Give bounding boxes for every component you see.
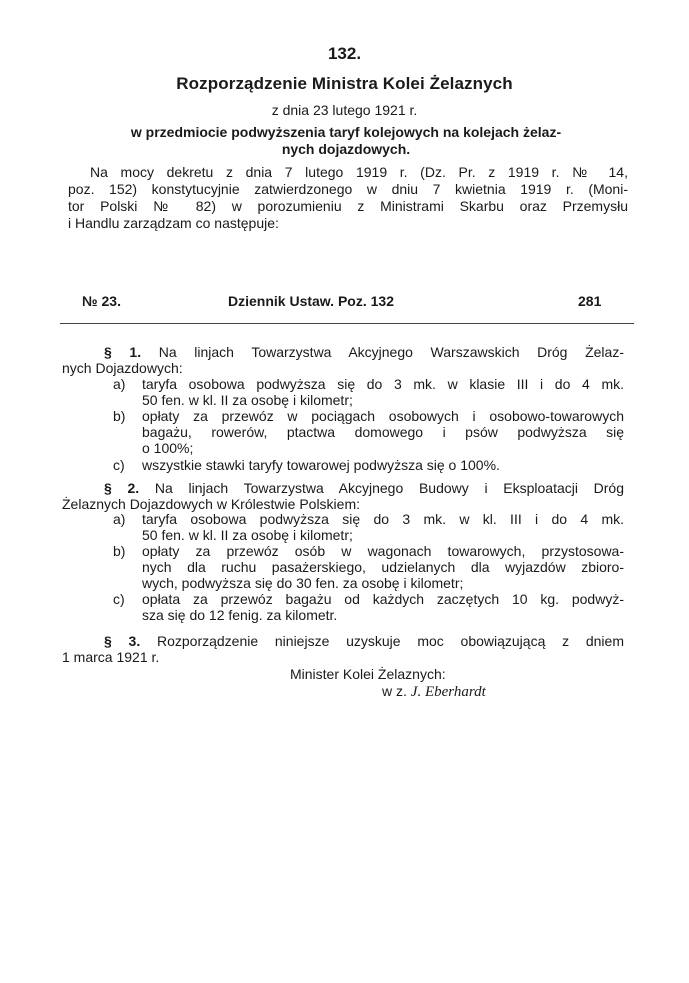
section-2-item-c-line-1: opłata za przewóz bagażu od każdych zaczętych 10 kg. podwyż- <box>142 591 624 607</box>
section-1-mark: § 1. <box>104 344 142 360</box>
signature-name: J. Eberhardt <box>410 684 486 700</box>
section-1-item-c-line-1: wszystkie stawki taryfy towarowej podwyższa się o 100%. <box>142 457 500 473</box>
header-divider <box>60 323 634 324</box>
signature-line <box>382 683 486 701</box>
section-1-item-b-line-3: o 100%; <box>142 440 194 456</box>
document-date: z dnia 23 lutego 1921 r. <box>271 102 418 118</box>
section-2-item-a-letter: a) <box>113 511 126 527</box>
section-2-item-c-letter: c) <box>113 591 125 607</box>
preamble-line-3: tor Polski № 82) w porozumieniu z Ministrami Skarbu oraz Przemysłu <box>68 198 628 214</box>
preamble-line-2: poz. 152) konstytucyjnie zatwierdzonego w dniu 7 kwietnia 1919 r. (Moni- <box>68 181 628 197</box>
section-2-item-c-line-2: sza się do 12 fenig. za kilometr. <box>142 607 338 623</box>
section-1-item-a-letter: a) <box>113 376 126 392</box>
section-3-text: Rozporządzenie niniejsze uzyskuje moc obowiązującą z dniem <box>156 633 624 649</box>
journal-page-number: 281 <box>578 293 602 309</box>
section-1-item-c-letter: c) <box>113 457 125 473</box>
section-1-item-a-line-1: taryfa osobowa podwyższa się do 3 mk. w klasie III i do 4 mk. <box>142 376 624 392</box>
section-2-item-b-letter: b) <box>113 543 126 559</box>
section-1-item-b-line-2: bagażu, rowerów, ptactwa domowego i psów podwyższa się <box>142 424 624 440</box>
section-2-item-a-line-2: 50 fen. w kl. II za osobę i kilometr; <box>142 527 353 543</box>
section-2-intro-line-2: Żelaznych Dojazdowych w Królestwie Polskiem: <box>62 496 360 512</box>
section-3-mark: § 3. <box>104 633 141 649</box>
page-number: 132. <box>327 44 362 63</box>
section-1-item-b-line-1: opłaty za przewóz w pociągach osobowych i osobowo-towarowych <box>142 408 624 424</box>
section-2-mark: § 2. <box>104 480 140 496</box>
signature-prefix: w z. <box>382 683 407 699</box>
section-2-item-b-line-3: wych, podwyższa się do 30 fen. za osobę i kilometr; <box>142 575 464 591</box>
section-1-intro-text: Na linjach Towarzystwa Akcyjnego Warszawskich Dróg Żelaz- <box>158 344 624 360</box>
preamble-line-4: i Handlu zarządzam co następuje: <box>68 215 279 231</box>
section-2-intro-text: Na linjach Towarzystwa Akcyjnego Budowy i Eksploatacji Dróg <box>154 480 624 496</box>
section-1-intro-line-2: nych Dojazdowych: <box>62 360 183 376</box>
section-1-item-a-line-2: 50 fen. w kl. II za osobę i kilometr; <box>142 392 353 408</box>
signature-title: Minister Kolei Żelaznych: <box>290 666 446 682</box>
journal-title: Dziennik Ustaw. Poz. 132 <box>228 293 394 309</box>
subject-line-1: w przedmiocie podwyższenia taryf kolejowych na kolejach żelaz- <box>130 124 562 140</box>
journal-number: № 23. <box>82 293 121 309</box>
page-title: Rozporządzenie Ministra Kolei Żelaznych <box>176 74 513 93</box>
section-2-item-a-line-1: taryfa osobowa podwyższa się do 3 mk. w kl. III i do 4 mk. <box>142 511 624 527</box>
section-2-item-b-line-2: nych dla ruchu pasażerskiego, udzielanych dla wyjazdów zbioro- <box>142 559 624 575</box>
section-3-line-2: 1 marca 1921 r. <box>62 649 160 665</box>
preamble-line-1: Na mocy dekretu z dnia 7 lutego 1919 r. (Dz. Pr. z 1919 r. № 14, <box>90 164 628 180</box>
section-1-item-b-letter: b) <box>113 408 126 424</box>
subject-line-2: nych dojazdowych. <box>281 141 411 157</box>
section-2-item-b-line-1: opłaty za przewóz osób w wagonach towarowych, przystosowa- <box>142 543 624 559</box>
